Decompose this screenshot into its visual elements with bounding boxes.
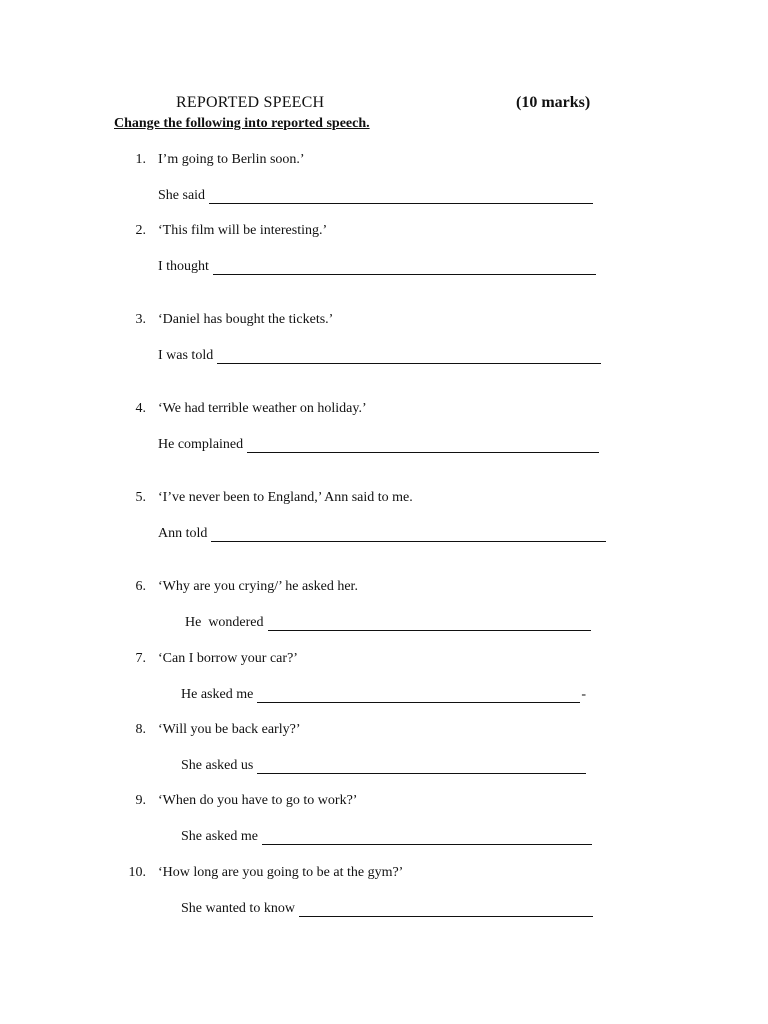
answer-stem: She wanted to know (181, 901, 295, 916)
question-number: 3. (135, 312, 146, 327)
answer-blank[interactable] (299, 902, 593, 917)
answer-stem: She said (158, 188, 206, 203)
answer-line (158, 188, 593, 204)
answer-stem: She asked us (181, 758, 254, 773)
question-number: 4. (135, 401, 146, 416)
question-number: 5. (135, 490, 146, 505)
answer-blank[interactable] (262, 830, 592, 845)
question-prompt: ‘Will you be back early?’ (158, 722, 301, 737)
answer-blank[interactable] (268, 616, 591, 631)
answer-line (185, 615, 591, 631)
answer-line (181, 758, 586, 774)
trailing-dash: - (581, 687, 586, 702)
question-number: 9. (135, 793, 146, 808)
answer-stem: She asked me (181, 829, 258, 844)
answer-blank[interactable] (209, 189, 593, 204)
question-number: 7. (135, 651, 146, 666)
question-prompt: ‘Why are you crying/’ he asked her. (158, 579, 358, 594)
question-prompt: ‘This film will be interesting.’ (158, 223, 328, 238)
question-prompt: I’m going to Berlin soon.’ (158, 152, 305, 167)
answer-blank[interactable] (213, 260, 596, 275)
answer-blank[interactable] (211, 527, 606, 542)
question-number: 2. (135, 223, 146, 238)
question-prompt: ‘Daniel has bought the tickets.’ (158, 312, 334, 327)
question-number: 6. (135, 579, 146, 594)
question-number: 8. (135, 722, 146, 737)
instruction-text: Change the following into reported speech. (114, 116, 370, 131)
answer-line (158, 259, 596, 275)
answer-stem: I was told (158, 348, 214, 363)
answer-line (158, 348, 601, 364)
answer-stem: He asked me (181, 687, 254, 702)
answer-stem: Ann told (158, 526, 208, 541)
answer-stem: I thought (158, 259, 209, 274)
question-prompt: ‘Can I borrow your car?’ (158, 651, 298, 666)
answer-line (158, 437, 599, 453)
answer-stem: He complained (158, 437, 244, 452)
answer-blank[interactable] (257, 759, 586, 774)
answer-line (181, 829, 592, 845)
question-prompt: ‘When do you have to go to work?’ (158, 793, 358, 808)
question-number: 10. (128, 865, 146, 880)
question-prompt: ‘I’ve never been to England,’ Ann said to me. (158, 490, 413, 505)
answer-blank[interactable] (217, 349, 601, 364)
question-prompt: ‘How long are you going to be at the gym?’ (158, 865, 404, 880)
answer-blank[interactable] (247, 438, 599, 453)
marks-label: (10 marks) (516, 94, 591, 111)
answer-line (158, 526, 606, 542)
worksheet-title: REPORTED SPEECH (176, 94, 325, 111)
question-prompt: ‘We had terrible weather on holiday.’ (158, 401, 367, 416)
answer-line (181, 901, 593, 917)
question-number: 1. (135, 152, 146, 167)
answer-line (181, 687, 586, 703)
answer-stem: He wondered (185, 615, 264, 630)
answer-blank[interactable] (257, 688, 580, 703)
